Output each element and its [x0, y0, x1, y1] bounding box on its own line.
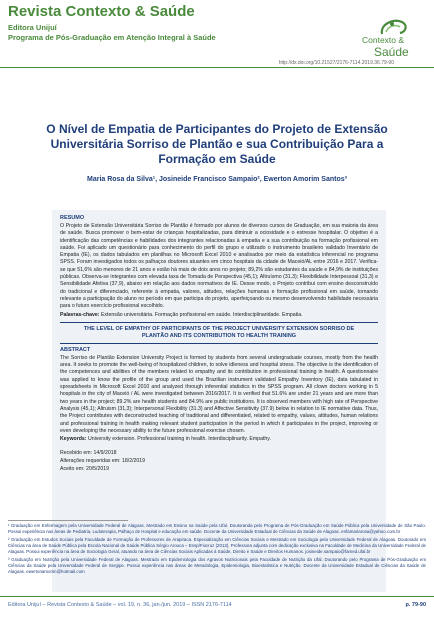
author-list: Maria Rosa da Silva¹, Josineide Francisco Sampaio², Ewerton Amorim Santos³ — [87, 176, 347, 183]
footnote-3: ³ Graduação em Nutrição pela Universidade Federal de Alagoas. Mestrado em Epidemiologia dos Agravos Nutricionais pela Faculdade de Nutrição da Ufal. Doutorando pelo Programa de Pós-Graduação em Ciências da Saúde pela Universidade Federal de Sergipe. Possui experiência nas áreas de Metodologia, Epidemiologia, Bioestatística e Nutrição. Docente da Universidade Estadual de Ciências da Saúde de Alagoas. ewertonamorim@hotmail.com — [8, 557, 426, 574]
journal-name: Revista Contexto & Saúde — [8, 3, 195, 20]
resumo-text: O Projeto de Extensão Universitária Sorriso de Plantão é formado por alunos de diversos cursos de Graduação, em sua maioria da área de saúde. Busca promover o bem-estar de crianças hospitalizadas, para diminuir a ociosidade e o estresse hospitalar. O objetivo é a identificação das competências e habilidades dos integrantes relacionadas à empatia e a sua contribuição na formação profissional em saúde. Foi aplicado um questionário para conhecimento do perfil do grupo e utilizado o instrumento brasileiro validado Inventário de Empatia (IE), os dados tabulados em planilhas no Microsoft Excel 2010 e analisados por meio da estatística inferencial no programa SPSS. Foram investigados todos os palhaços doutores atuantes em cinco hospitais da cidade de Maceió/AL entre 2016 e 2017. Verifica-se que 51,6% são menores de 21 anos e estão há mais de dois anos no projeto; 89,2% são estudantes da saúde e 84,9% de instituições públicas. Observa-se integrantes com elevada taxa de Tomada de Perspectiva (45,1); Altruísmo (31,3); Flexibilidade Interpessoal (31,3) e Sensibilidade Afetiva (37,9), abaixo em relação aos dados normativos de IE. Desse modo, o Projeto contribui com ensino desconstruído do tradicional e diferenciado, referente à empatia, valores, atitudes, relações humanas e formação profissional em saúde, tornando relevante a participação do aluno no período em que participa do projeto, aperfeiçoando ou mesmo desenvolvendo habilidade necessária para o futuro exercício profissional escolhido. — [60, 223, 378, 310]
abstract-text: The Sorriso de Plantão Extension University Project is formed by students from several undergraduate courses, mostly from the health area. It seeks to promote the well-being of hospitalized children, to solve idleness and hospital stress. The objective is the identification of the competences and abilities of the members related to empathy and its contribution in professional training in health. A questionnaire was applied to know the profile of the group and used the Brazilian instrument validated Empathy Inventory (IE), data tabulated in spreadsheets in Microsoft Excel 2010 and analyzed through inferential statistics in the SPSS program. All clown doctors working in 5 hospitals in the city of Maceió / AL were investigated between 2016/2017. It is verified that 51.6% are under 21 years and are more than two years in the project; 89.2% are health students and 84.9% are public institutions. It is observed members with high rate of Perspective Analysis (45,1); Altruism (31,3); Interpersonal Flexibility (31.3) and Affective Sensitivity (37.9) below in relation to IE normative data. Thus, the Project contributes with deconstructed teaching of traditional and differentiated, related to empathy, values, attitudes, human relations and professional training in health making relevant student participation in the period in which it participates in the project, improving or even developing the necessary ability to the future professional exercise chosen. — [60, 354, 378, 434]
accepted-date: Aceito em: 20/5/2019 — [60, 466, 110, 473]
resumo-keywords — [60, 312, 378, 319]
english-title-separator — [60, 343, 378, 344]
resumo-heading: RESUMO — [60, 215, 85, 221]
footer-citation: Editora Unijuí – Revista Contexto & Saúde – vol. 19, n. 36, jan./jun. 2019 – ISSN 2176-7114 — [8, 602, 232, 608]
logo-text-line2: Saúde — [374, 45, 409, 59]
footnote-2: ² Graduação em Estudos Sociais pela Faculdade de Formação de Professores de Arapiraca. Especialização em Ciências Sociais e Mestrado em Sociologia pela Universidade Federal de Alagoas. Doutorado em Ciências na área de Saúde Pública pela Escola Nacional de Saúde Pública Sérgio Arouca – Ensp/Fiocruz (2013). Professora adjunta com dedicação exclusiva na Faculdade de Medicina da Universidade Federal de Alagoas. Possui experiência na área de Sociologia Geral, atuando na área de Ciências Sociais Aplicadas à Saúde, Direito e Saúde e Direitos Humanos. josineide.sampaio@famed.ufal.br — [8, 537, 426, 554]
revision-date: Alterações requeridas em: 18/2/2019 — [60, 458, 146, 465]
abstract-heading: ABSTRACT — [60, 346, 91, 353]
footnote-1: ¹ Graduação em Enfermagem pela Universidade Federal de Alagoas. Mestrado em Ensino na Saúde pela Ufal. Doutoranda pelo Programa de Pós-Graduação em Saúde Pública pela Universidade de São Paulo. Possui experiência nas áreas de Pediatria, Ludoterapia, Palhaço de Hospital e educação em saúde. Docente da Universidade Estadual de Ciências da Saúde de Alagoas. enfamariarosa@yahoo.com.br — [8, 523, 426, 534]
article-title: O Nível de Empatia de Participantes do Projeto de Extensão Universitária Sorriso de Plantão e sua Contribuição Para a Formação em Saúde — [46, 122, 388, 166]
submission-dates — [60, 449, 378, 473]
journal-logo — [352, 16, 426, 62]
received-date: Recebido em: 14/9/2018 — [60, 450, 117, 457]
footer-pages: p. 79-90 — [405, 602, 426, 608]
abstract-separator — [60, 322, 378, 323]
header-divider — [0, 67, 434, 68]
doi-link[interactable]: http://dx.doi.org/10.21527/2176-7114.2019.36.79-90 — [278, 60, 394, 66]
logo-text-line1: Contexto & — [362, 35, 405, 45]
abstract-keywords — [60, 436, 378, 443]
footer-divider — [0, 596, 434, 597]
resumo-keywords-label: Palavras-chave: — [60, 311, 100, 318]
publisher-name: Editora Unijuí — [8, 23, 57, 32]
english-title: THE LEVEL OF EMPATHY OF PARTICIPANTS OF THE PROJECT UNIVERSITY EXTENSION SORRISO DE PLANTÃO AND ITS CONTRIBUTION TO HEALTH TRAINING — [83, 325, 355, 339]
resumo-keywords-value: Extensão universitária. Formação profissional em saúde. Interdisciplinaridade. Empatia. — [100, 311, 303, 318]
abstract-keywords-value: University extension. Professional training in health. Interdisciplinarity. Empathy. — [87, 436, 271, 443]
program-name: Programa de Pós-Graduação em Atenção Integral à Saúde — [8, 33, 216, 42]
abstract-keywords-label: Keywords: — [60, 436, 87, 443]
footnote-rule — [8, 520, 128, 521]
footnotes — [8, 520, 426, 575]
